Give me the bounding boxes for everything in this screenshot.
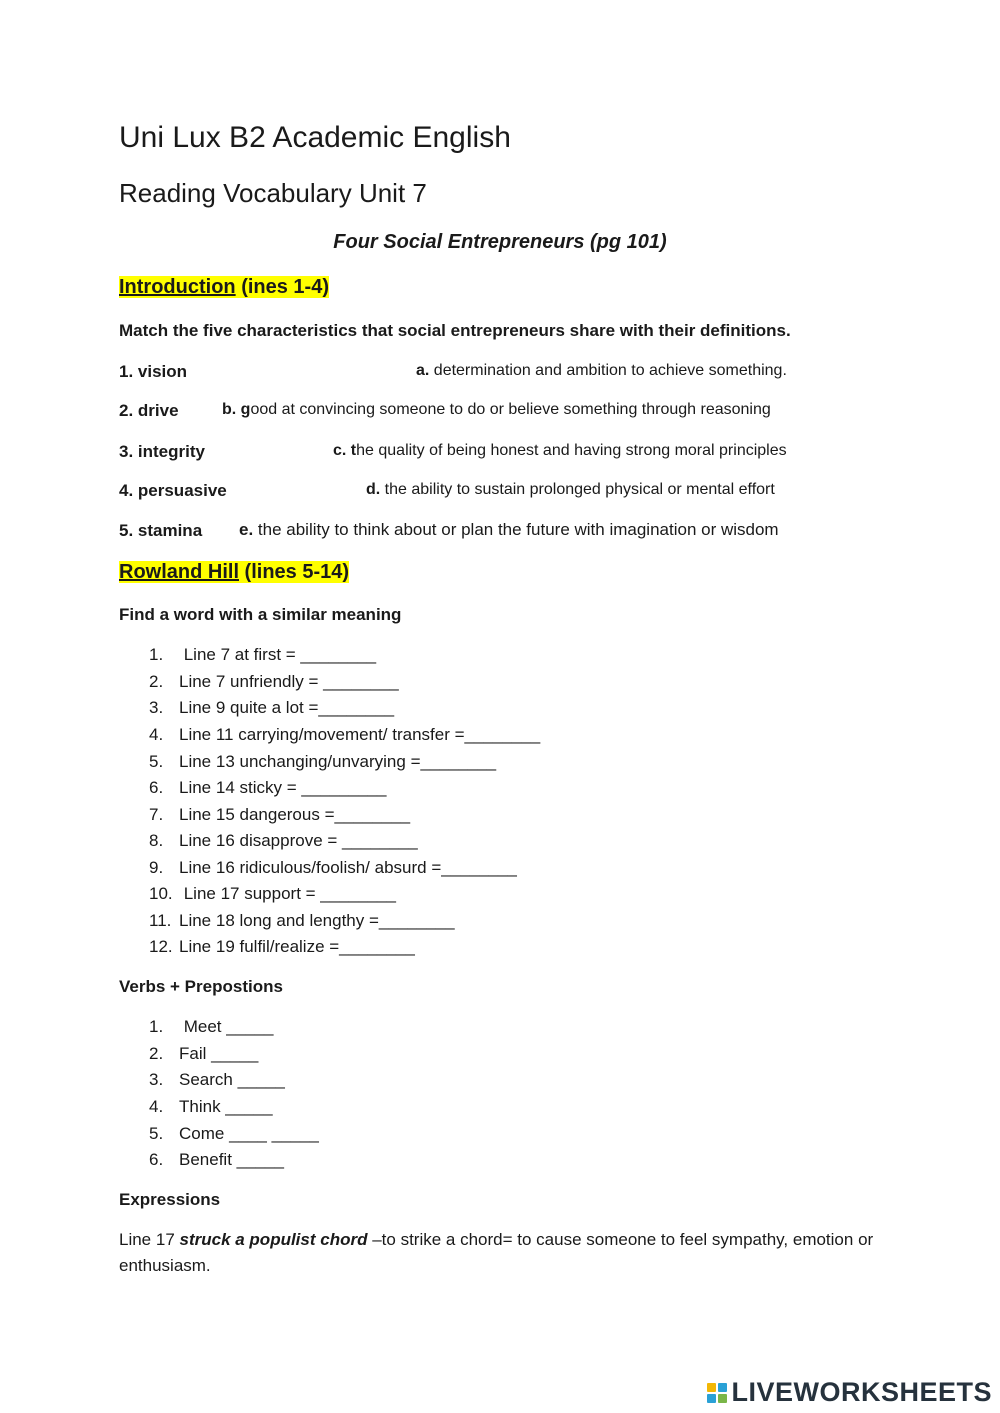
item-text: Search _____	[179, 1070, 285, 1089]
definition-e	[239, 520, 779, 540]
item-number: 8.	[149, 831, 164, 850]
definition-e-text: the ability to think about or plan the future with imagination or wisdom	[253, 520, 779, 539]
term-integrity: 3. integrity	[119, 442, 205, 461]
similar-meaning-item	[149, 805, 410, 825]
verb-item	[149, 1124, 319, 1144]
item-text: Line 15 dangerous =________	[179, 805, 411, 824]
document-title: Uni Lux B2 Academic English	[119, 121, 511, 154]
similar-meaning-item	[149, 725, 540, 745]
verb-item	[149, 1017, 274, 1037]
item-text: Line 16 disapprove = ________	[179, 831, 418, 850]
similar-meaning-item	[149, 858, 517, 878]
term-persuasive: 4. persuasive	[119, 481, 227, 500]
intro-heading-highlight: Introduction	[119, 276, 236, 298]
item-number: 4.	[149, 725, 164, 744]
definition-a-text: determination and ambition to achieve something.	[429, 362, 787, 379]
item-number: 11.	[149, 911, 172, 930]
item-text: Come ____ _____	[179, 1124, 319, 1143]
rowland-heading-highlight: Rowland Hill	[119, 561, 239, 583]
verb-item	[149, 1044, 258, 1064]
term-vision: 1. vision	[119, 362, 188, 381]
rowland-heading-rest: (lines 5-14)	[239, 561, 350, 583]
item-number: 7.	[149, 805, 164, 824]
item-number: 12.	[149, 937, 173, 956]
term-drive: 2. drive	[119, 401, 179, 420]
item-text: Line 16 ridiculous/foolish/ absurd =________	[179, 858, 517, 877]
definition-c	[333, 442, 787, 460]
definition-d	[366, 481, 775, 499]
item-text: Line 11 carrying/movement/ transfer =________	[179, 725, 541, 744]
item-number: 1.	[149, 1017, 164, 1036]
expression-definition: –to strike a chord= to cause someone to feel sympathy, emotion or enthusiasm.	[119, 1230, 874, 1275]
definition-b	[222, 401, 771, 419]
item-text: Line 9 quite a lot =________	[179, 698, 395, 717]
item-number: 6.	[149, 1150, 164, 1169]
item-number: 3.	[149, 698, 164, 717]
definition-c-text: he quality of being honest and having strong moral principles	[356, 442, 787, 459]
definition-b-text: ood at convincing someone to do or believe something through reasoning	[250, 401, 771, 418]
item-text: Line 7 at first = ________	[179, 645, 377, 664]
definition-e-letter: e.	[239, 520, 254, 539]
item-text: Line 14 sticky = _________	[179, 778, 387, 797]
item-text: Meet _____	[179, 1017, 274, 1036]
similar-meaning-item	[149, 778, 386, 798]
item-number: 6.	[149, 778, 164, 797]
similar-meaning-item	[149, 911, 455, 931]
item-text: Think _____	[179, 1097, 273, 1116]
item-text: Line 18 long and lengthy =________	[179, 911, 455, 930]
expression-paragraph	[119, 1227, 879, 1279]
expressions-heading: Expressions	[119, 1190, 221, 1209]
liveworksheets-logo	[707, 1377, 992, 1408]
item-number: 10.	[149, 884, 173, 903]
liveworksheets-logo-icon	[707, 1383, 727, 1403]
definition-d-letter: d.	[366, 481, 381, 498]
expression-line-ref: Line 17	[119, 1230, 180, 1249]
definition-d-text: the ability to sustain prolonged physical or mental effort	[380, 481, 775, 498]
definition-a-letter: a.	[416, 362, 430, 379]
verb-item	[149, 1150, 284, 1170]
item-text: Line 17 support = ________	[179, 884, 396, 903]
document-subtitle: Reading Vocabulary Unit 7	[119, 178, 427, 208]
definition-b-letter: b. g	[222, 401, 251, 418]
intro-heading	[119, 276, 329, 299]
item-text: Fail _____	[179, 1044, 259, 1063]
item-number: 1.	[149, 645, 164, 664]
item-number: 3.	[149, 1070, 164, 1089]
rowland-heading	[119, 561, 349, 584]
item-number: 5.	[149, 752, 164, 771]
item-text: Benefit _____	[179, 1150, 284, 1169]
definition-a	[416, 362, 787, 380]
item-number: 9.	[149, 858, 164, 877]
expression-phrase: struck a populist chord	[179, 1230, 368, 1249]
similar-meaning-item	[149, 752, 496, 772]
item-number: 4.	[149, 1097, 164, 1116]
similar-meaning-item	[149, 937, 415, 957]
item-number: 2.	[149, 1044, 164, 1063]
similar-meaning-item	[149, 831, 418, 851]
item-text: Line 19 fulfil/realize =________	[179, 937, 415, 956]
verbs-heading: Verbs + Prepostions	[119, 977, 283, 996]
similar-meaning-item	[149, 645, 376, 665]
similar-meaning-item	[149, 884, 396, 904]
similar-meaning-item	[149, 698, 394, 718]
item-text: Line 13 unchanging/unvarying =________	[179, 752, 497, 771]
rowland-instruction: Find a word with a similar meaning	[119, 605, 402, 624]
verb-item	[149, 1070, 285, 1090]
item-number: 5.	[149, 1124, 164, 1143]
verb-item	[149, 1097, 273, 1117]
intro-heading-rest: (ines 1-4)	[235, 276, 329, 298]
reading-title: Four Social Entrepreneurs (pg 101)	[333, 231, 667, 253]
term-stamina: 5. stamina	[119, 521, 203, 540]
similar-meaning-item	[149, 672, 399, 692]
watermark-text: LIVEWORKSHEETS	[731, 1377, 992, 1407]
item-number: 2.	[149, 672, 164, 691]
definition-c-letter: c. t	[333, 442, 357, 459]
intro-instruction: Match the five characteristics that social entrepreneurs share with their definitions.	[119, 321, 791, 340]
item-text: Line 7 unfriendly = ________	[179, 672, 399, 691]
